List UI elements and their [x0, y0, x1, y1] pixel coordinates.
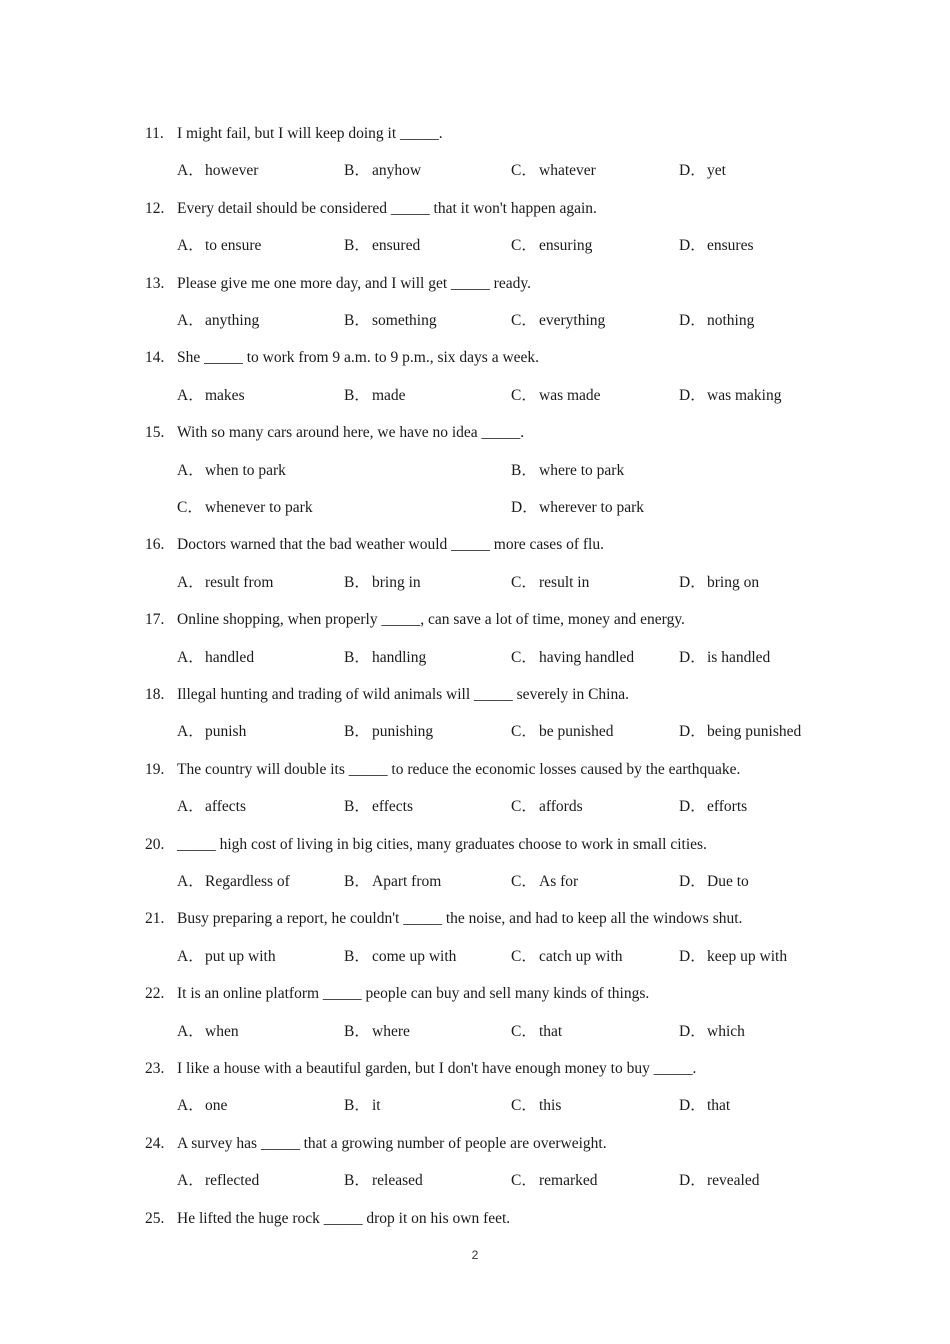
- option-letter: C．: [511, 798, 537, 816]
- option-text: punishing: [372, 723, 434, 741]
- question-stem: [145, 908, 742, 930]
- option-letter: D．: [679, 237, 706, 255]
- option-text: was made: [539, 386, 601, 404]
- option-letter: A．: [177, 873, 204, 890]
- option-a[interactable]: [177, 796, 246, 818]
- option-letter: A．: [177, 1097, 204, 1115]
- option-text: yet: [707, 162, 726, 180]
- question-text: Online shopping, when properly _____, can save a lot of time, money and energy.: [177, 611, 685, 629]
- question-text: It is an online platform _____ people can buy and sell many kinds of things.: [177, 985, 650, 1003]
- option-letter: A．: [177, 573, 204, 591]
- option-text: however: [205, 162, 259, 180]
- option-letter: A．: [177, 1022, 204, 1040]
- option-c[interactable]: [511, 871, 578, 893]
- option-b[interactable]: [344, 946, 456, 968]
- option-a[interactable]: [177, 1170, 259, 1192]
- option-text: anyhow: [372, 162, 422, 180]
- option-letter: B．: [344, 386, 370, 404]
- option-letter: C．: [511, 237, 537, 255]
- question-stem: [145, 123, 443, 145]
- option-text: put up with: [205, 947, 276, 965]
- option-text: anything: [205, 312, 260, 329]
- option-text: it: [372, 1097, 381, 1115]
- question-stem: [145, 759, 740, 781]
- option-text: efforts: [707, 798, 748, 816]
- option-text: when to park: [205, 461, 286, 479]
- question-number: 24.: [145, 1134, 165, 1152]
- option-text: reflected: [205, 1172, 260, 1190]
- option-b[interactable]: [344, 385, 406, 407]
- question-text: _____ high cost of living in big cities, many graduates choose to work in small cities.: [177, 835, 707, 853]
- option-letter: B．: [344, 873, 370, 890]
- question-number: 20.: [145, 835, 165, 853]
- question-number: 25.: [145, 1209, 165, 1227]
- option-a[interactable]: [177, 1095, 227, 1117]
- option-letter: C．: [511, 1022, 537, 1040]
- option-text: which: [707, 1022, 745, 1040]
- option-c[interactable]: [511, 1021, 562, 1043]
- option-text: everything: [539, 312, 606, 329]
- option-d[interactable]: [679, 721, 801, 743]
- question-stem: [145, 1058, 696, 1080]
- option-text: whatever: [539, 162, 596, 180]
- option-text: effects: [372, 798, 414, 816]
- option-c[interactable]: [511, 1170, 598, 1192]
- option-b[interactable]: [511, 460, 624, 482]
- question-text: Please give me one more day, and I will get _____ ready.: [177, 274, 531, 292]
- option-d[interactable]: [679, 796, 747, 818]
- option-letter: D．: [679, 947, 706, 965]
- question-stem: [145, 198, 597, 220]
- page-number: 2: [471, 1248, 479, 1262]
- question-stem: [145, 983, 649, 1005]
- option-b[interactable]: [344, 796, 413, 818]
- option-letter: B．: [344, 1022, 370, 1040]
- option-letter: D．: [679, 798, 706, 816]
- option-letter: B．: [344, 237, 370, 255]
- option-letter: C．: [511, 648, 537, 666]
- option-text: one: [205, 1097, 228, 1115]
- option-text: keep up with: [707, 947, 788, 965]
- option-letter: A．: [177, 312, 204, 329]
- option-text: Due to: [707, 873, 749, 890]
- option-a[interactable]: [177, 721, 246, 743]
- option-text: catch up with: [539, 947, 623, 965]
- question-number: 11.: [145, 125, 164, 142]
- option-text: was making: [707, 386, 782, 404]
- question-stem: [145, 273, 531, 295]
- option-letter: D．: [679, 723, 706, 741]
- option-letter: B．: [344, 798, 370, 816]
- option-d[interactable]: [679, 572, 759, 594]
- option-letter: B．: [344, 947, 370, 965]
- option-letter: B．: [344, 162, 370, 180]
- option-a[interactable]: [177, 310, 259, 332]
- option-text: handling: [372, 648, 427, 666]
- option-b[interactable]: [344, 721, 433, 743]
- option-letter: D．: [679, 1022, 706, 1040]
- option-b[interactable]: [344, 647, 426, 669]
- option-letter: A．: [177, 162, 204, 180]
- option-letter: C．: [177, 499, 203, 516]
- option-text: be punished: [539, 723, 614, 741]
- option-c[interactable]: [177, 497, 313, 519]
- question-text: Doctors warned that the bad weather would _____ more cases of flu.: [177, 536, 604, 554]
- option-c[interactable]: [511, 647, 634, 669]
- option-text: that: [539, 1022, 563, 1040]
- question-number: 22.: [145, 985, 165, 1003]
- option-text: remarked: [539, 1172, 598, 1190]
- option-letter: A．: [177, 798, 204, 816]
- option-letter: A．: [177, 648, 204, 666]
- option-letter: B．: [511, 461, 537, 479]
- option-text: punish: [205, 723, 247, 741]
- option-text: made: [372, 386, 406, 404]
- option-a[interactable]: [177, 946, 276, 968]
- option-letter: D．: [679, 312, 706, 329]
- option-letter: D．: [679, 1172, 706, 1190]
- option-letter: C．: [511, 1097, 537, 1115]
- question-stem: [145, 684, 629, 706]
- option-text: having handled: [539, 648, 635, 666]
- option-b[interactable]: [344, 871, 441, 893]
- option-text: result in: [539, 573, 590, 591]
- option-text: to ensure: [205, 237, 262, 255]
- question-number: 15.: [145, 424, 165, 442]
- option-c[interactable]: [511, 310, 605, 332]
- option-text: that: [707, 1097, 731, 1115]
- option-c[interactable]: [511, 572, 589, 594]
- option-c[interactable]: [511, 160, 596, 182]
- option-b[interactable]: [344, 310, 437, 332]
- option-b[interactable]: [344, 160, 421, 182]
- option-a[interactable]: [177, 160, 258, 182]
- option-text: result from: [205, 573, 274, 591]
- option-d[interactable]: [679, 1021, 745, 1043]
- question-number: 13.: [145, 274, 165, 292]
- option-a[interactable]: [177, 460, 286, 482]
- option-letter: C．: [511, 312, 537, 329]
- option-letter: A．: [177, 461, 204, 479]
- question-text: The country will double its _____ to reduce the economic losses caused by the earthquake.: [177, 760, 741, 778]
- option-text: come up with: [372, 947, 457, 965]
- option-c[interactable]: [511, 385, 601, 407]
- question-number: 16.: [145, 536, 165, 554]
- question-text: Every detail should be considered _____ that it won't happen again.: [177, 199, 597, 217]
- option-b[interactable]: [344, 1170, 423, 1192]
- option-d[interactable]: [679, 1095, 730, 1117]
- option-text: being punished: [707, 723, 802, 741]
- option-a[interactable]: [177, 647, 254, 669]
- option-text: wherever to park: [539, 499, 645, 516]
- option-letter: B．: [344, 573, 370, 591]
- option-text: ensuring: [539, 237, 593, 255]
- question-number: 21.: [145, 910, 165, 928]
- option-d[interactable]: [679, 160, 726, 182]
- option-text: this: [539, 1097, 562, 1115]
- option-text: when: [205, 1022, 239, 1040]
- option-text: revealed: [707, 1172, 760, 1190]
- option-d[interactable]: [511, 497, 644, 519]
- option-letter: C．: [511, 947, 537, 965]
- option-text: ensures: [707, 237, 754, 255]
- option-letter: D．: [679, 873, 706, 890]
- option-c[interactable]: [511, 721, 613, 743]
- question-stem: [145, 1208, 510, 1230]
- question-stem: [145, 422, 524, 444]
- option-text: handled: [205, 648, 255, 666]
- option-c[interactable]: [511, 1095, 561, 1117]
- option-letter: A．: [177, 386, 204, 404]
- option-text: where to park: [539, 461, 625, 479]
- option-text: released: [372, 1172, 423, 1190]
- option-a[interactable]: [177, 235, 261, 257]
- option-letter: C．: [511, 386, 537, 404]
- question-text: She _____ to work from 9 a.m. to 9 p.m., six days a week.: [177, 349, 540, 367]
- option-text: bring in: [372, 573, 421, 591]
- option-letter: D．: [679, 573, 706, 591]
- question-stem: [145, 347, 539, 369]
- option-letter: C．: [511, 1172, 537, 1190]
- question-text: With so many cars around here, we have no idea _____.: [177, 424, 525, 442]
- option-d[interactable]: [679, 647, 770, 669]
- option-text: Regardless of: [205, 873, 290, 890]
- question-text: Busy preparing a report, he couldn't _____ the noise, and had to keep all the windows shut.: [177, 910, 743, 928]
- question-text: Illegal hunting and trading of wild animals will _____ severely in China.: [177, 686, 629, 703]
- option-letter: C．: [511, 873, 537, 890]
- option-a[interactable]: [177, 572, 273, 594]
- option-letter: B．: [344, 312, 370, 329]
- option-b[interactable]: [344, 235, 420, 257]
- option-letter: B．: [344, 1097, 370, 1115]
- option-text: Apart from: [372, 873, 442, 890]
- option-d[interactable]: [679, 946, 787, 968]
- question-number: 19.: [145, 760, 165, 778]
- option-letter: D．: [679, 162, 706, 180]
- option-letter: D．: [679, 648, 706, 666]
- option-text: ensured: [372, 237, 421, 255]
- question-stem: [145, 534, 604, 556]
- option-d[interactable]: [679, 1170, 760, 1192]
- option-letter: B．: [344, 723, 370, 741]
- option-letter: C．: [511, 573, 537, 591]
- option-b[interactable]: [344, 572, 421, 594]
- option-text: bring on: [707, 573, 760, 591]
- option-letter: D．: [511, 499, 538, 516]
- question-number: 23.: [145, 1060, 165, 1077]
- option-letter: A．: [177, 237, 204, 255]
- option-text: whenever to park: [205, 499, 313, 516]
- option-letter: C．: [511, 162, 537, 180]
- option-text: makes: [205, 386, 245, 404]
- option-letter: D．: [679, 386, 706, 404]
- option-d[interactable]: [679, 385, 781, 407]
- question-number: 12.: [145, 199, 165, 217]
- option-letter: A．: [177, 947, 204, 965]
- option-letter: A．: [177, 723, 204, 741]
- option-text: As for: [539, 873, 579, 890]
- option-c[interactable]: [511, 235, 592, 257]
- question-stem: [145, 834, 707, 856]
- question-stem: [145, 1133, 607, 1155]
- option-c[interactable]: [511, 946, 623, 968]
- option-a[interactable]: [177, 1021, 239, 1043]
- option-text: nothing: [707, 312, 755, 329]
- question-text: He lifted the huge rock _____ drop it on his own feet.: [177, 1209, 511, 1227]
- question-stem: [145, 609, 685, 631]
- option-text: affords: [539, 798, 583, 816]
- question-text: A survey has _____ that a growing number of people are overweight.: [177, 1134, 607, 1152]
- option-letter: D．: [679, 1097, 706, 1115]
- option-letter: B．: [344, 1172, 370, 1190]
- option-a[interactable]: [177, 385, 245, 407]
- option-text: is handled: [707, 648, 771, 666]
- option-letter: C．: [511, 723, 537, 741]
- option-d[interactable]: [679, 235, 754, 257]
- question-text: I like a house with a beautiful garden, but I don't have enough money to buy _____.: [177, 1060, 697, 1077]
- option-text: affects: [205, 798, 247, 816]
- option-c[interactable]: [511, 796, 583, 818]
- option-letter: B．: [344, 648, 370, 666]
- option-text: where: [372, 1022, 410, 1040]
- option-d[interactable]: [679, 871, 749, 893]
- question-number: 17.: [145, 611, 165, 629]
- option-letter: A．: [177, 1172, 204, 1190]
- question-number: 14.: [145, 349, 165, 367]
- option-text: something: [372, 312, 437, 329]
- option-b[interactable]: [344, 1095, 381, 1117]
- option-b[interactable]: [344, 1021, 410, 1043]
- question-text: I might fail, but I will keep doing it _____.: [177, 125, 443, 142]
- question-number: 18.: [145, 686, 165, 703]
- option-d[interactable]: [679, 310, 754, 332]
- option-a[interactable]: [177, 871, 290, 893]
